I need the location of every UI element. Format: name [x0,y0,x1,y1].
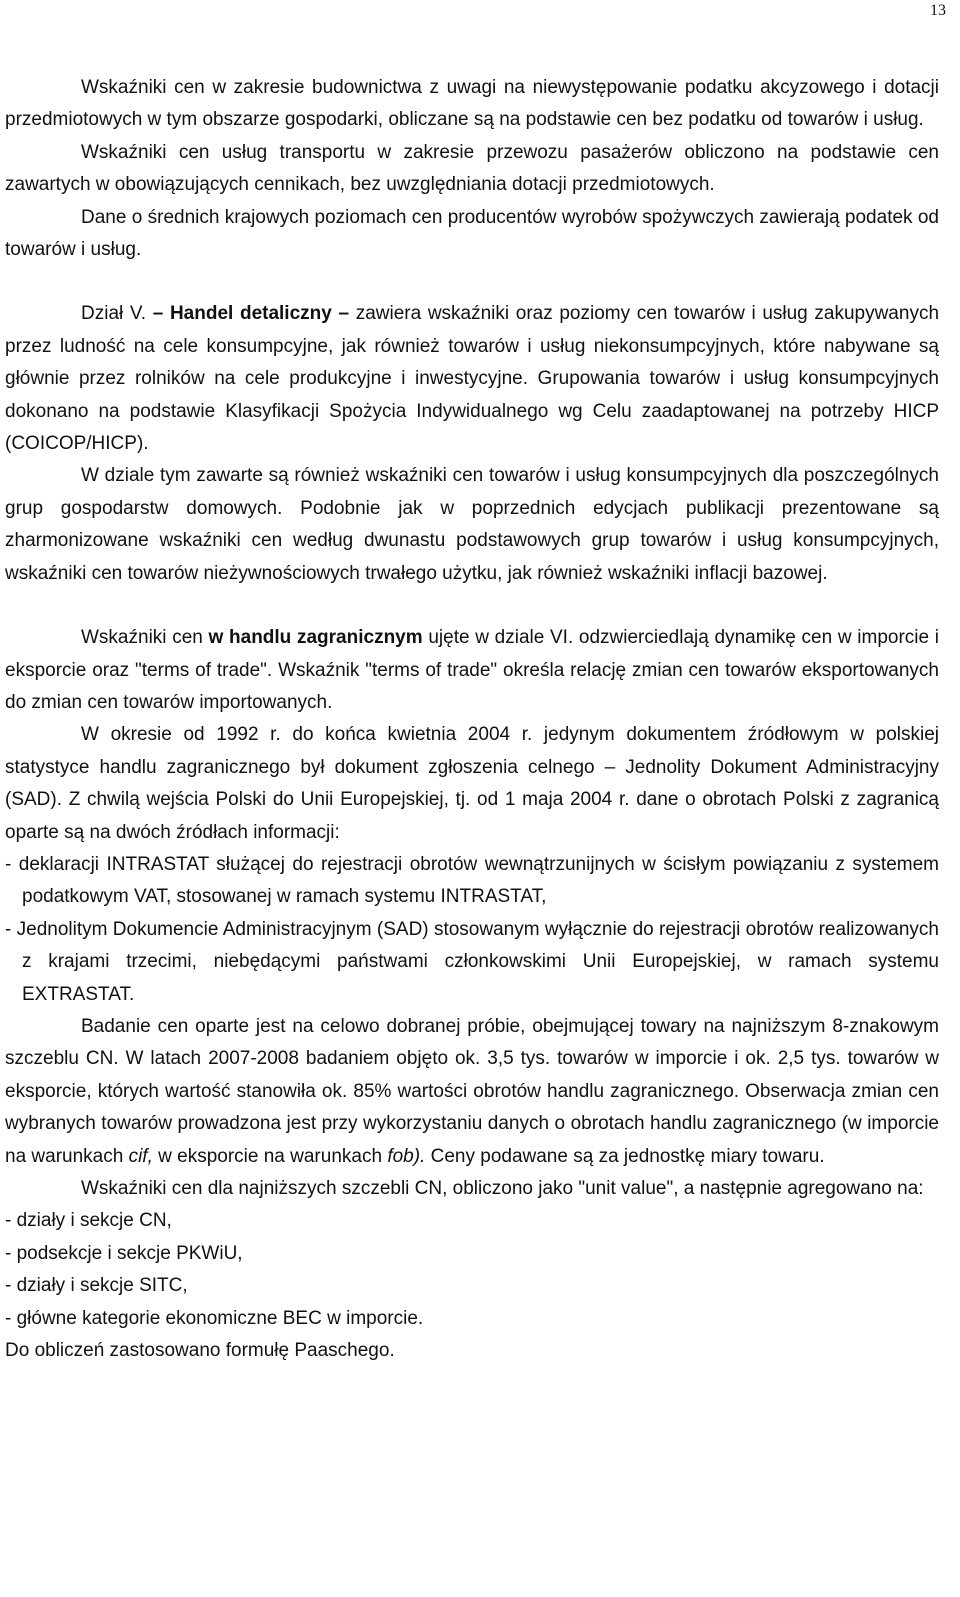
text-run: Badanie cen oparte jest na celowo dobranej próbie, obejmującej towary na najniższym 8-znakowym szczeblu CN. W latach 2007-2008 badaniem objęto ok. 3,5 tys. towarów w imporcie i ok. 2,5 tys. towarów w eksporcie, których wartość stanowiła ok. 85% wartości obrotów handlu zagranicznego. Obserwacja zmian cen wybranych towarów prowadzona jest przy wykorzystaniu danych o obrotach handlu zagranicznego (w imporcie na warunkach [5,1015,939,1167]
paragraph: W dziale tym zawarte są również wskaźniki cen towarów i usług konsumpcyjnych dla poszczególnych grup gospodarstw domowych. Podobnie jak w poprzednich edycjach publikacji prezentowane są zharmonizowane wskaźniki cen według dwunastu podstawowych grup towarów i usług konsumpcyjnych, wskaźniki cen towarów nieżywnościowych trwałego użytku, jak również wskaźniki inflacji bazowej. [5,465,939,584]
paragraph: Wskaźniki cen w zakresie budownictwa z uwagi na niewystępowanie podatku akcyzowego i dotacji przedmiotowych w tym obszarze gospodarki, obliczane są na podstawie cen bez podatku od towarów i usług. [5,77,939,131]
italic-term: fob). [387,1145,426,1167]
list-item: - działy i sekcje CN, [5,1210,172,1232]
paragraph: W okresie od 1992 r. do końca kwietnia 2004 r. jedynym dokumentem źródłowym w polskiej statystyce handlu zagranicznego był dokument zgłoszenia celnego – Jednolity Dokument Administracyjny (SAD). Z chwilą wejścia Polski do Unii Europejskiej, tj. od 1 maja 2004 r. dane o obrotach Polski z zagranicą oparte są na dwóch źródłach informacji: [5,724,939,843]
paragraph: Do obliczeń zastosowano formułę Paaschego. [5,1340,395,1362]
paragraph: Wskaźniki cen dla najniższych szczebli CN, obliczono jako "unit value", a następnie agregowano na: [81,1178,924,1199]
list-item: - główne kategorie ekonomiczne BEC w imporcie. [5,1307,424,1329]
section-title: w handlu zagranicznym [208,627,423,649]
text-run: ujęte w dziale VI. odzwierciedlają dynamikę cen w imporcie i eksporcie oraz "terms of trade". Wskaźnik "terms of trade" określa relację zmian cen towarów eksportowanych do zmian cen towarów importowanych. [5,627,939,713]
document-body [5,72,939,1367]
page-number: 13 [930,2,946,19]
paragraph: Dane o średnich krajowych poziomach cen producentów wyrobów spożywczych zawierają podatek od towarów i usług. [5,206,939,261]
section-title: – Handel detaliczny – [152,303,350,325]
paragraph-foreign-trade [5,622,939,719]
list-item: - działy i sekcje SITC, [5,1275,188,1297]
list-item: - deklaracji INTRASTAT służącej do rejestracji obrotów wewnątrzunijnych w ścisłym powiązaniu z systemem podatkowym VAT, stosowanej w ramach systemu INTRASTAT, [5,853,939,908]
list-item: - podsekcje i sekcje PKWiU, [5,1242,243,1264]
section-label: Dział V. [81,303,153,325]
text-run: w eksporcie na warunkach [152,1145,388,1167]
text-run: Wskaźniki cen [81,627,209,649]
list-item: - Jednolitym Dokumencie Administracyjnym (SAD) stosowanym wyłącznie do rejestracji obrotów realizowanych z krajami trzecimi, niebędącymi państwami członkowskimi Unii Europejskiej, w ramach systemu EXTRASTAT. [5,918,939,1005]
spacer [5,266,939,298]
paragraph-dzial-v [5,298,939,460]
paragraph: Wskaźniki cen usług transportu w zakresie przewozu pasażerów obliczono na podstawie cen zawartych w obowiązujących cennikach, bez uwzględniania dotacji przedmiotowych. [5,141,939,196]
text-run: zawiera wskaźniki oraz poziomy cen towarów i usług zakupywanych przez ludność na cele konsumpcyjne, jak również towarów i usług niekonsumpcyjnych, które nabywane są głównie przez rolników na cele produkcyjne i inwestycyjne. Grupowania towarów i usług konsumpcyjnych dokonano na podstawie Klasyfikacji Spożycia Indywidualnego wg Celu zaadaptowanej na potrzeby HICP (COICOP/HICP). [5,303,940,455]
italic-term: cif, [128,1145,153,1167]
paragraph-survey [5,1011,939,1173]
text-run: Ceny podawane są za jednostkę miary towaru. [425,1145,825,1167]
spacer [5,590,939,622]
